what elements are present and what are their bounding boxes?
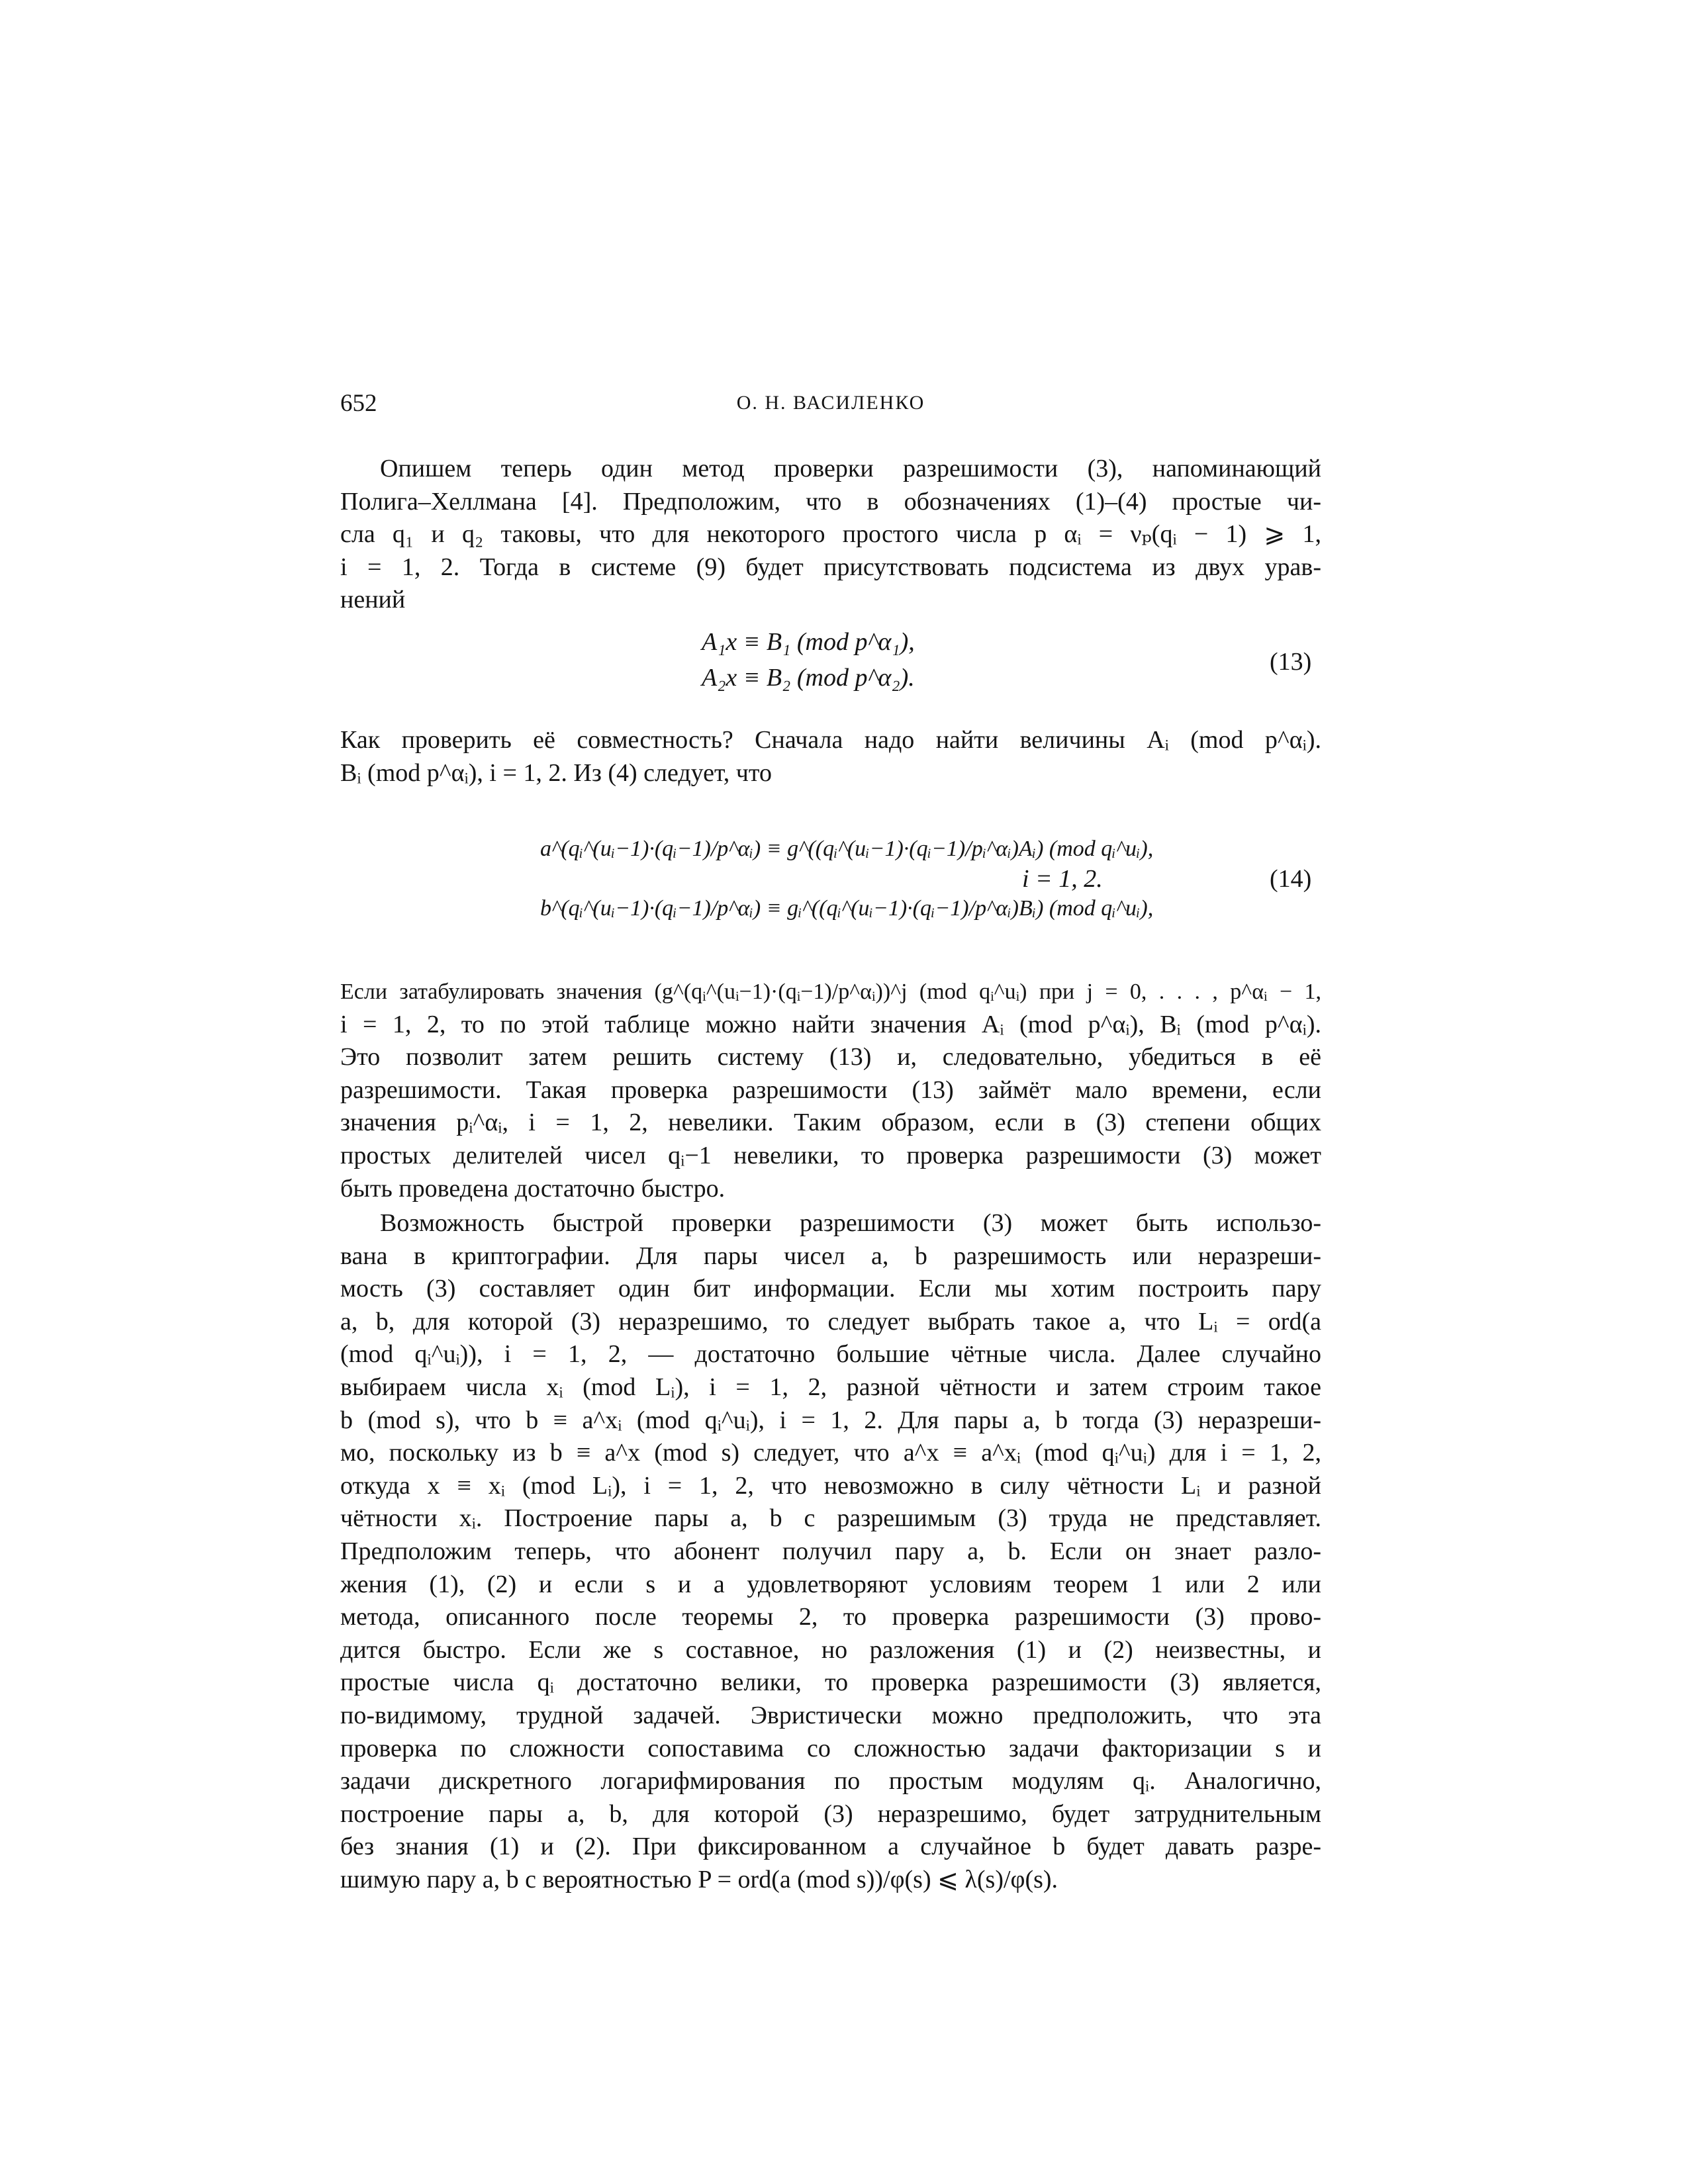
equation-14-condition: i = 1, 2. — [1022, 865, 1103, 893]
paragraph-4-line-21: шимую пару a, b с вероятностью P = ord(a (mod s))/φ(s) ⩽ λ(s)/φ(s). — [340, 1865, 1058, 1893]
paragraph-1-line-3: сла q₁ и q₂ таковы, что для некоторого простого числа p αᵢ = νₚ(qᵢ − 1) ⩾ 1, — [340, 520, 1321, 549]
paragraph-4-line-8: мо, поскольку из b ≡ a^x (mod s) следует, что a^x ≡ a^xᵢ (mod qᵢ^uᵢ) для i = 1, 2, — [340, 1439, 1321, 1467]
paragraph-3-line-2: i = 1, 2, то по этой таблице можно найти значения Aᵢ (mod p^αᵢ), Bᵢ (mod p^αᵢ). — [340, 1010, 1321, 1038]
paragraph-4-line-20: без знания (1) и (2). При фиксированном a случайное b будет давать разре- — [340, 1833, 1321, 1861]
paragraph-4-line-1: Возможность быстрой проверки разрешимости (3) может быть использо- — [380, 1209, 1321, 1237]
paragraph-4-line-10: чётности xᵢ. Построение пары a, b с разрешимым (3) труда не представляет. — [340, 1504, 1321, 1533]
equation-13-line-1: A₁x ≡ B₁ (mod p^α₁), — [702, 628, 915, 656]
paragraph-4-line-4: a, b, для которой (3) неразрешимо, то следует выбрать такое a, что Lᵢ = ord(a — [340, 1307, 1321, 1336]
paragraph-4-line-6: выбираем числа xᵢ (mod Lᵢ), i = 1, 2, разной чётности и затем строим такое — [340, 1373, 1321, 1401]
equation-14-number: (14) — [1270, 865, 1312, 893]
paragraph-4-line-12: жения (1), (2) и если s и a удовлетворяют условиям теорем 1 или 2 или — [340, 1570, 1321, 1598]
paragraph-3-line-6: простых делителей чисел qᵢ−1 невелики, то проверка разрешимости (3) может — [340, 1141, 1321, 1169]
paragraph-2-line-1: Как проверить её совместность? Сначала надо найти величины Aᵢ (mod p^αᵢ). — [340, 726, 1321, 754]
paragraph-3-line-3: Это позволит затем решить систему (13) и, следовательно, убедиться в её — [340, 1043, 1321, 1071]
equation-13-line-2: A₂x ≡ B₂ (mod p^α₂). — [702, 664, 915, 692]
paragraph-4-line-7: b (mod s), что b ≡ a^xᵢ (mod qᵢ^uᵢ), i = 1, 2. Для пары a, b тогда (3) неразреши- — [340, 1406, 1321, 1434]
paragraph-4 — [340, 1207, 1321, 1896]
paragraph-4-line-2: вана в криптографии. Для пары чисел a, b разрешимость или неразреши- — [340, 1242, 1321, 1270]
paragraph-1-line-2: Полига–Хеллмана [4]. Предположим, что в обозначениях (1)–(4) простые чи- — [340, 487, 1321, 516]
paragraph-4-line-17: проверка по сложности сопоставима со сложностью задачи факторизации s и — [340, 1734, 1321, 1762]
paragraph-3-line-7: быть проведена достаточно быстро. — [340, 1174, 726, 1203]
paragraph-4-line-3: мость (3) составляет один бит информации. Если мы хотим построить пару — [340, 1275, 1321, 1303]
paragraph-4-line-5: (mod qᵢ^uᵢ)), i = 1, 2, — достаточно большие чётные числа. Далее случайно — [340, 1340, 1321, 1369]
paragraph-4-line-16: по-видимому, трудной задачей. Эвристически можно предположить, что эта — [340, 1701, 1321, 1729]
paragraph-3-line-4: разрешимости. Такая проверка разрешимости (13) займёт мало времени, если — [340, 1075, 1321, 1104]
paragraph-1-line-5: нений — [340, 586, 406, 614]
paragraph-4-line-11: Предположим теперь, что абонент получил пару a, b. Если он знает разло- — [340, 1537, 1321, 1565]
equation-14-line-2: b^(qᵢ^(uᵢ−1)·(qᵢ−1)/p^αᵢ) ≡ gᵢ^((qᵢ^(uᵢ−1)·(qᵢ−1)/p^αᵢ)Bᵢ) (mod qᵢ^uᵢ), — [540, 896, 1154, 921]
paragraph-3-line-1: Если затабулировать значения (g^(qᵢ^(uᵢ−1)·(qᵢ−1)/p^αᵢ))^j (mod qᵢ^uᵢ) при j = 0, . . . , p^αᵢ − 1, — [340, 979, 1321, 1004]
running-head — [340, 389, 1321, 422]
running-head-author: О. Н. ВАСИЛЕНКО — [736, 392, 925, 414]
equation-14-line-1: a^(qᵢ^(uᵢ−1)·(qᵢ−1)/p^αᵢ) ≡ g^((qᵢ^(uᵢ−1)·(qᵢ−1)/pᵢ^αᵢ)Aᵢ) (mod qᵢ^uᵢ), — [540, 837, 1154, 861]
paragraph-2-line-2: Bᵢ (mod p^αᵢ), i = 1, 2. Из (4) следует, что — [340, 758, 772, 787]
paragraph-4-line-14: дится быстро. Если же s составное, но разложения (1) и (2) неизвестны, и — [340, 1635, 1321, 1664]
paragraph-3 — [340, 976, 1321, 1205]
paragraph-4-line-18: задачи дискретного логарифмирования по простым модулям qᵢ. Аналогично, — [340, 1767, 1321, 1796]
paragraph-3-line-5: значения pᵢ^αᵢ, i = 1, 2, невелики. Таким образом, если в (3) степени общих — [340, 1109, 1321, 1137]
paragraph-1 — [340, 453, 1321, 617]
paragraph-1-line-4: i = 1, 2. Тогда в системе (9) будет присутствовать подсистема из двух урав- — [340, 553, 1321, 581]
equation-13-number: (13) — [1270, 648, 1312, 676]
paragraph-2 — [340, 724, 1321, 790]
paragraph-1-line-1: Опишем теперь один метод проверки разрешимости (3), напоминающий — [380, 455, 1321, 482]
paragraph-4-line-13: метода, описанного после теоремы 2, то проверка разрешимости (3) прово- — [340, 1603, 1321, 1631]
paragraph-4-line-19: построение пары a, b, для которой (3) неразрешимо, будет затруднительным — [340, 1799, 1321, 1828]
page-number: 652 — [340, 390, 377, 417]
paragraph-4-line-9: откуда x ≡ xᵢ (mod Lᵢ), i = 1, 2, что невозможно в силу чётности Lᵢ и разной — [340, 1471, 1321, 1500]
paragraph-4-line-15: простые числа qᵢ достаточно велики, то проверка разрешимости (3) является, — [340, 1668, 1321, 1697]
